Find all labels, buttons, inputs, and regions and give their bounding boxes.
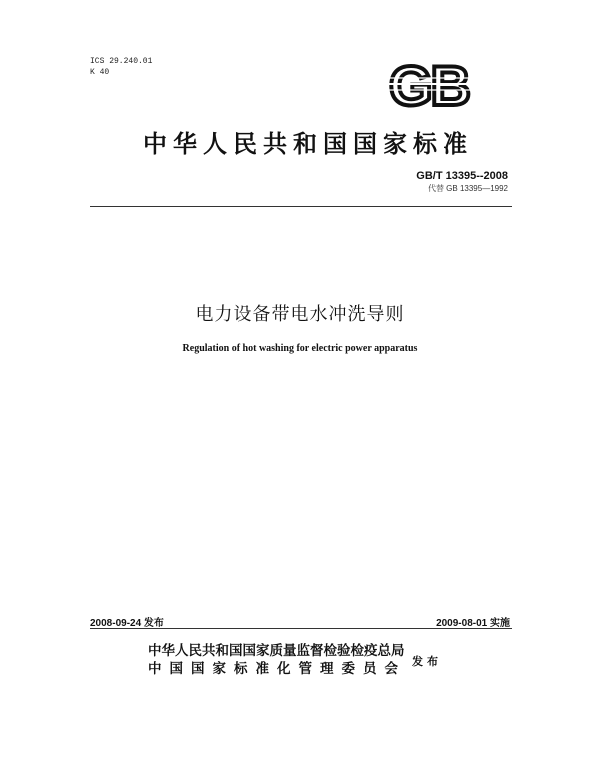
issue-label: 发布 [412,655,442,668]
classification-codes [90,56,152,78]
top-divider [90,206,512,207]
issuer-sac: 中国国家标准化管理委员会 [148,661,406,677]
standard-number-block [416,170,508,194]
issuing-organizations [148,642,406,678]
implementation-date: 2009-08-01 实施 [436,618,510,629]
replaces-standard: 代替 GB 13395—1992 [427,184,508,193]
document-title-en: Regulation of hot washing for electric power apparatus [182,343,418,354]
ics-code: ICS 29.240.01 [90,57,153,66]
issue-date: 2008-09-24 发布 [90,618,164,629]
national-standard-heading: 中华人民共和国国家标准 [143,129,473,158]
gb-logo [376,58,482,110]
document-title-cn: 电力设备带电水冲洗导则 [195,304,405,325]
issuer-aqsiq: 中华人民共和国国家质量监督检验检疫总局 [148,643,405,659]
gb-logo-text: GB [389,58,469,110]
bottom-divider [90,628,512,629]
standard-number: GB/T 13395--2008 [416,170,508,182]
ccs-code: K 40 [90,68,110,77]
